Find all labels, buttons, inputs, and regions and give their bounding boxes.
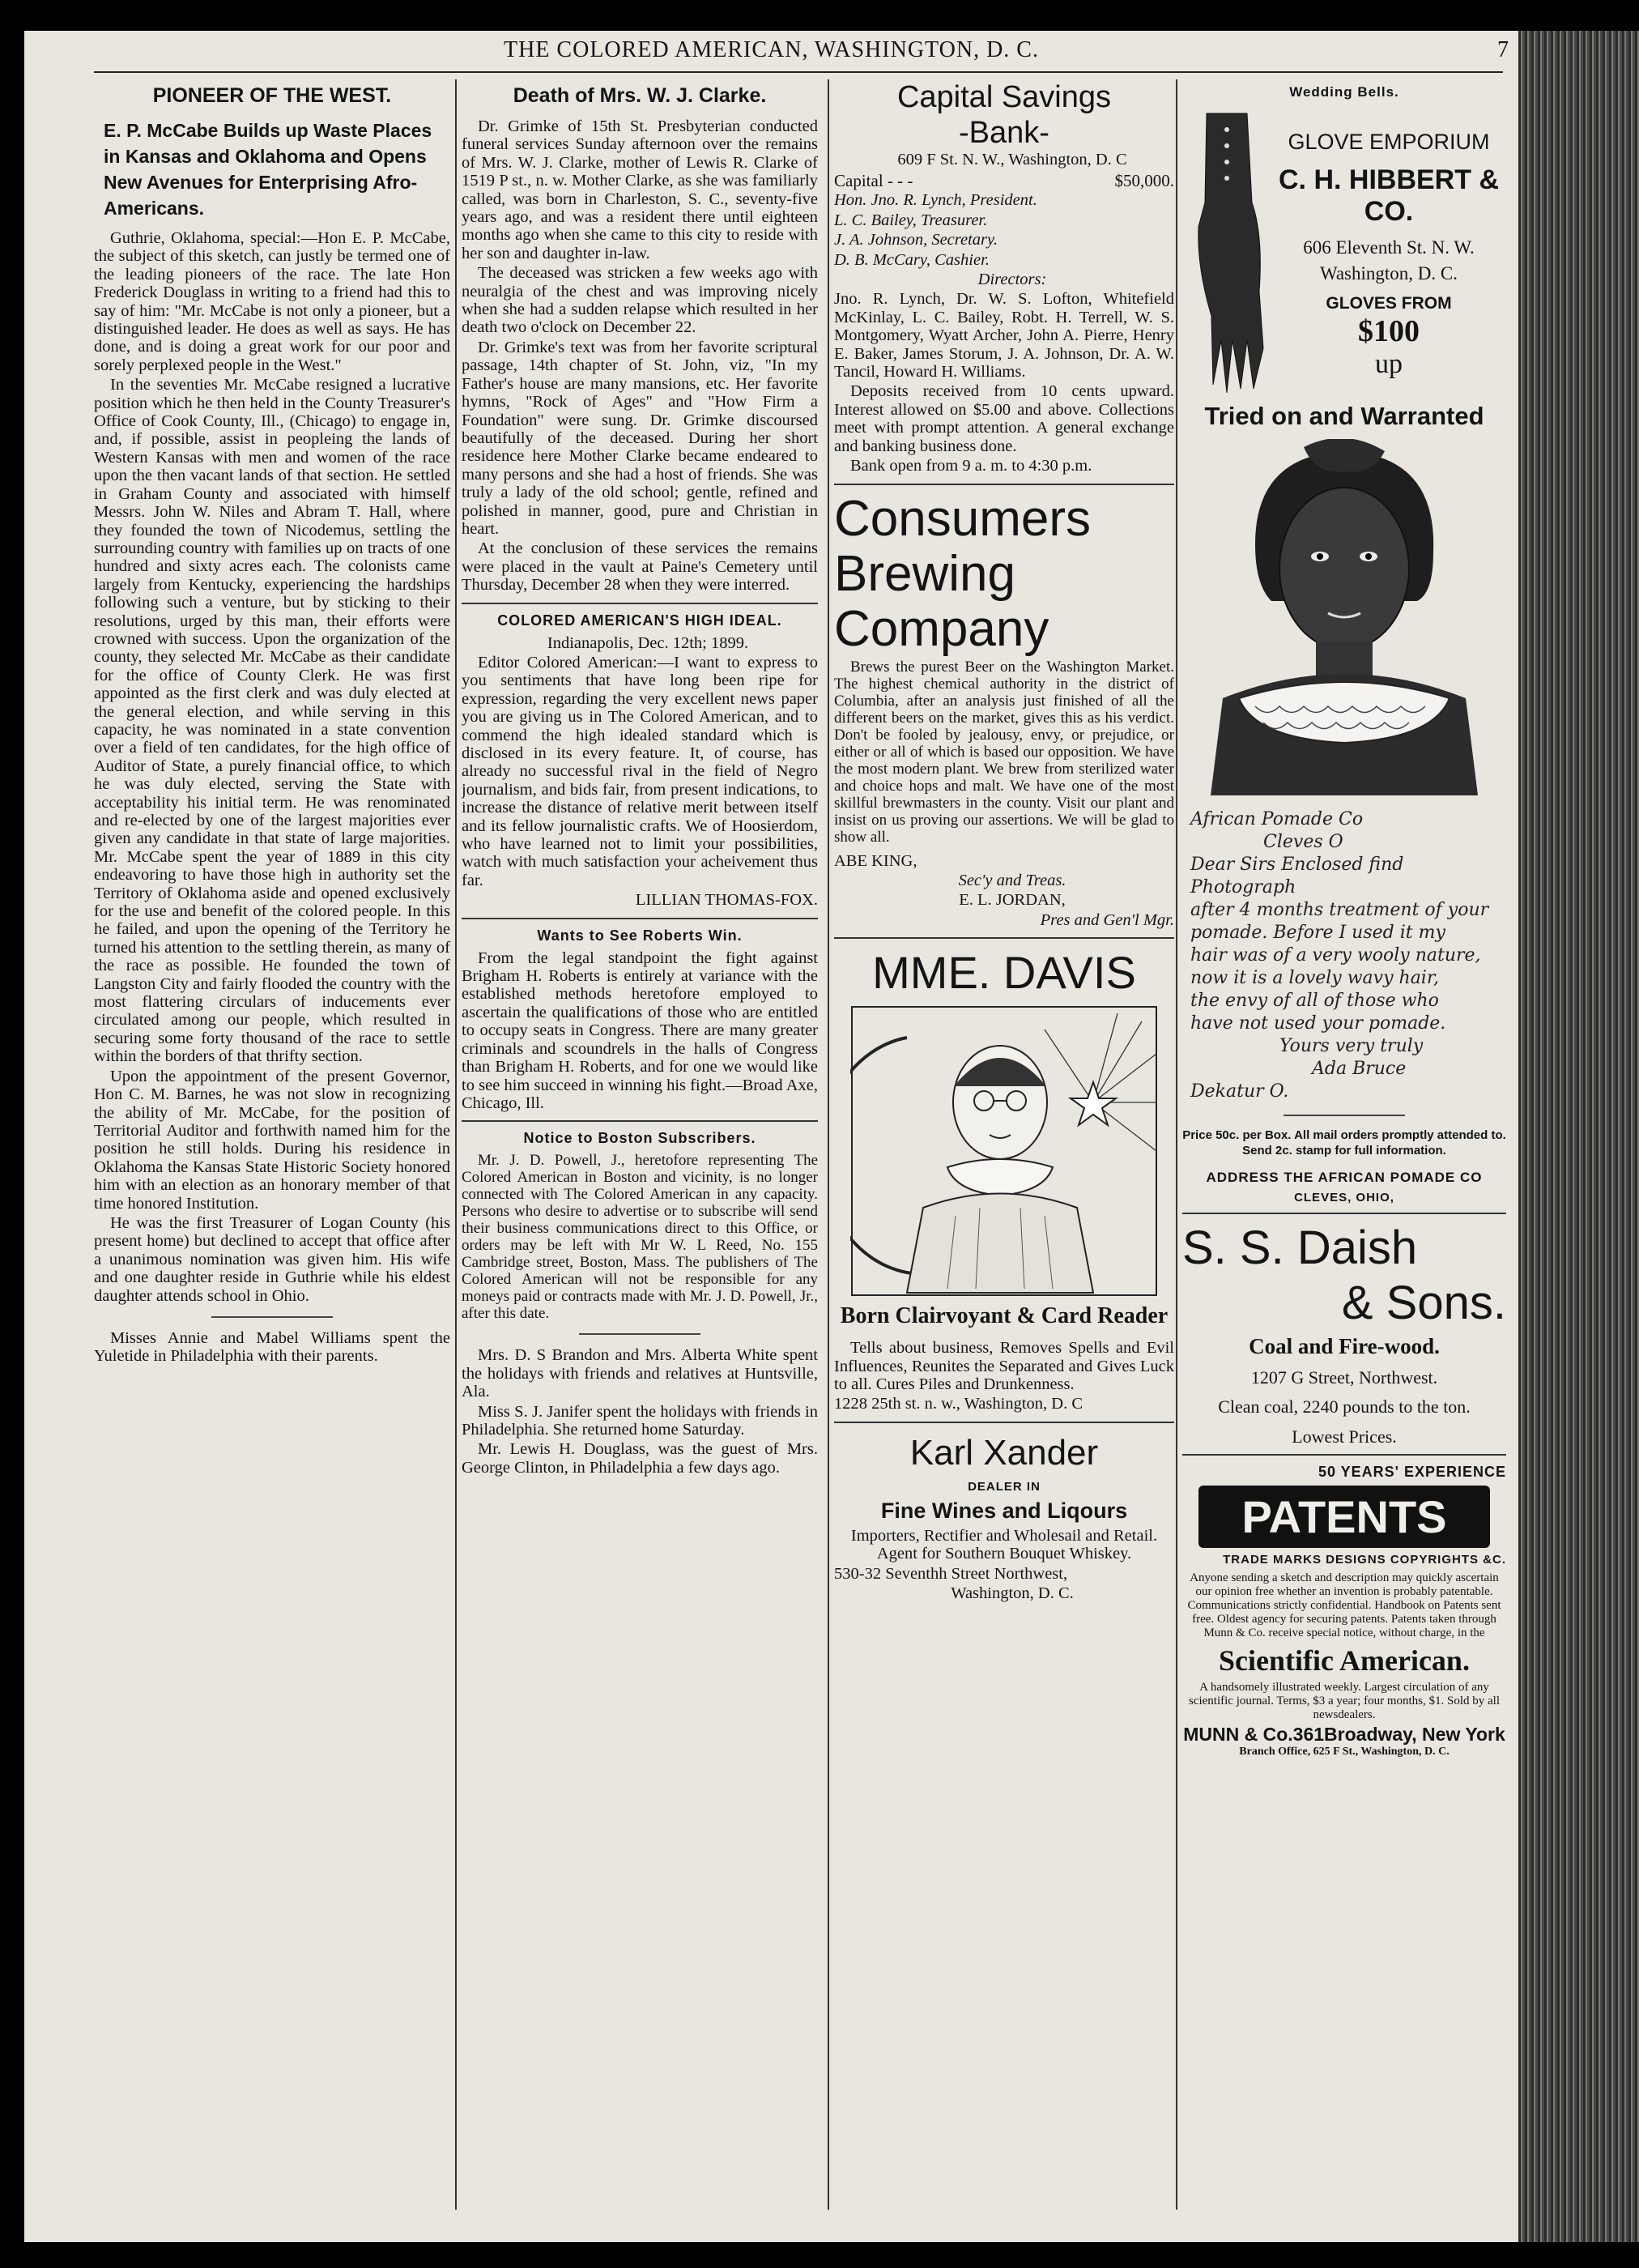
coal-address: 1207 G Street, Northwest. xyxy=(1250,1367,1438,1388)
patents-banner: PATENTS xyxy=(1198,1486,1490,1548)
xander-address: 530-32 Seventhh Street Northwest, xyxy=(834,1564,1068,1583)
column-rule xyxy=(455,79,457,2210)
personal-item: Mrs. D. S Brandon and Mrs. Alberta White spent the holidays with friends and relatives at Huntsville, Ala. xyxy=(462,1346,818,1401)
article-paragraph: The deceased was stricken a few weeks ago with neuralgia of the chest and was improving nicely when she had a sudden relapse which resulted in her death two o'clock on December 22. xyxy=(462,264,818,337)
xander-body: Importers, Rectifier and Wholesail and Retail. Agent for Southern Bouquet Whiskey. xyxy=(850,1526,1158,1563)
separator xyxy=(1182,1454,1506,1456)
wedding-bells: Wedding Bells. xyxy=(1289,84,1399,100)
letter-line: hair was of a very wooly nature, xyxy=(1190,945,1481,966)
article-paragraph: Guthrie, Oklahoma, special:—Hon E. P. McCabe, the subject of this sketch, can justly be termed one of the leading pioneers of the race. The late Hon Frederick Douglass in writing to a friend had this to say of him: "Mr. McCabe is not only a pioneer, but a distinguished leader. He does as well as says. He has done, and is doing a great work for our poor and sorely perplexed people in the West." xyxy=(94,229,450,374)
letter-line: have not used your pomade. xyxy=(1190,1013,1446,1034)
letter-line: after 4 months treatment of your xyxy=(1190,900,1489,920)
davis-name: MME. DAVIS xyxy=(872,947,1136,999)
letter-line: pomade. Before I used it my xyxy=(1190,923,1445,943)
glove-price: $100 xyxy=(1358,314,1420,348)
ideal-headline: COLORED AMERICAN'S HIGH IDEAL. xyxy=(497,612,782,629)
bank-name: Capital Savings xyxy=(896,80,1112,114)
hibbert-city: Washington, D. C. xyxy=(1319,263,1458,284)
daish-sons: & Sons. xyxy=(1341,1277,1506,1329)
letter-line: Dear Sirs Enclosed find Photograph xyxy=(1190,855,1404,897)
personal-item: Miss S. J. Janifer spent the holidays with friends in Philadelphia. She returned home Saturday. xyxy=(462,1402,818,1439)
munn-address: MUNN & Co.361Broadway, New York xyxy=(1183,1724,1505,1746)
ideal-signature: LILLIAN THOMAS-FOX. xyxy=(635,891,818,910)
xander-dealer: DEALER IN xyxy=(968,1479,1041,1494)
pomade-address: ADDRESS THE AFRICAN POMADE CO xyxy=(1206,1170,1483,1185)
separator xyxy=(834,1422,1174,1423)
brewing-body: Brews the purest Beer on the Washington Market. The highest chemical authority in the district of Columbia, after an analysis just finished of all the different beers on the market, gives this as his verdict. Don't be fooled by jealousy, envy, or prejudice, or either or all of which is based our opposition. We have the most modern plant. We brew from sterilized water and choice hops and malt. We have one of the most skillful brewmasters in the county. Visit our plant and insist on us proving our assertions. We will be glad to show all. xyxy=(834,658,1174,846)
mccabe-subhead: E. P. McCabe Builds up Waste Places in Kansas and Oklahoma and Opens New Avenues for Enterprising Afro-Americans. xyxy=(104,120,432,219)
scientific-american: Scientific American. xyxy=(1219,1644,1470,1678)
daish-name: S. S. Daish xyxy=(1182,1221,1418,1274)
article-paragraph: In the seventies Mr. McCabe resigned a lucrative position which he then held in the County Treasurer's Office of Cook County, Ill., (Chicago) to engage in, and, if possible, assist in peopleing the lands of Western Kansas with men and women of the race upon the then vacant lands of that section. He settled in Graham County and associated with himself Messrs. John W. Niles and Abram T. Hall, where they founded the town of Nicodemus, settling the surrounding country with families up on tracts of one hundred and sixty acres each. The colonists came largely from Kentucky, experiencing the hardships following such a venture, but by sticking to their resolutions, urged by this man, their efforts were crowned with success. Upon the organization of the county, they selected Mr. McCabe as their candidate for the office of County Clerk. He was first appointed as the first clerk and was duly elected at the general election, and while serving in this capacity, he was nominated in a state convention over a field of ten candidates, for the high office of Auditor of State, a purely financial office, to which he was duly elected, serving the State with acceptability his initial term. He was renominated and re-elected by one of the largest majorities ever given any candidate in that state of large majorities. Mr. McCabe spent the year of 1889 in this city endeavoring to have those high in authority set the Territory of Oklahoma aside and opened exclusively for the use and benefit of the colored people. In this he failed, and upon the opening of the Territory he turned his attention to the settling therein, as many of the race as possible. He founded the town of Langston City and fairly flooded the country with the most flattering circulars of inducements ever circulated among our people, which resulted in securing some forty thousand of the race to settle within the borders of that thrifty section. xyxy=(94,376,450,1066)
column-rule xyxy=(1176,79,1177,2210)
patents-marks: TRADE MARKS DESIGNS COPYRIGHTS &C. xyxy=(1223,1553,1506,1567)
bank-subtitle: -Bank- xyxy=(959,116,1049,150)
coal-heading: Coal and Fire-wood. xyxy=(1249,1334,1440,1358)
brewing-name: Company xyxy=(834,600,1049,657)
letter-line: Yours very truly xyxy=(1279,1036,1424,1056)
column-1 xyxy=(94,79,450,1367)
article-paragraph: Dr. Grimke of 15th St. Presbyterian conducted funeral services Sunday afternoon over the remains of Mrs. W. J. Clarke, mother of Lewis R. Clarke of 1519 P st., n. w. Mother Clarke, as she was familiarly called, was born in Charleston, S. C., seventy-five years ago, and was a resident there until eighteen months ago when she came to this city to reside with her son and daughter in-law. xyxy=(462,117,818,262)
article-paragraph: He was the first Treasurer of Logan County (his present home) but declined to accept that office after a unanimous nomination was given him. His wife and one daughter reside in Guthrie while his eldest daughter attends school in Ohio. xyxy=(94,1213,450,1305)
davis-address: 1228 25th st. n. w., Washington, D. C xyxy=(834,1395,1083,1413)
munn-branch: Branch Office, 625 F St., Washington, D. C. xyxy=(1239,1746,1450,1759)
newspaper-page xyxy=(24,31,1518,2242)
separator xyxy=(211,1316,333,1318)
separator xyxy=(462,1120,818,1122)
column-rule xyxy=(828,79,829,2210)
column-3 xyxy=(834,79,1174,1604)
letter-line: Cleves O xyxy=(1263,832,1343,852)
bank-capital xyxy=(834,170,1174,191)
brewing-title: Sec'y and Treas. xyxy=(958,871,1066,889)
letter-signature: Ada Bruce xyxy=(1312,1059,1407,1079)
clairvoyant-portrait-illustration xyxy=(850,1005,1158,1297)
hibbert-address: 606 Eleventh St. N. W. xyxy=(1303,237,1475,258)
column-2 xyxy=(462,79,818,1478)
personal-item: Misses Annie and Mabel Williams spent the Yuletide in Philadelphia with their parents. xyxy=(94,1328,450,1366)
glove-icon xyxy=(1182,105,1271,397)
brewing-signature: ABE KING, xyxy=(834,851,917,870)
woman-portrait-illustration xyxy=(1207,439,1482,795)
column-4 xyxy=(1182,79,1506,1759)
separator xyxy=(462,603,818,604)
article-paragraph: At the conclusion of these services the remains were placed in the vault at Paine's Cemetery until Thursday, December 28 when they were interred. xyxy=(462,539,818,595)
masthead-running-title: THE COLORED AMERICAN, WASHINGTON, D. C. xyxy=(504,37,1039,62)
testimonial-letter xyxy=(1190,808,1506,1103)
article-paragraph: Upon the appointment of the present Governor, Hon C. M. Barnes, he was not slow in recognizing the ability of Mr. McCabe, for the position of Territorial Auditor and forthwith named him for the position he still holds. During his residence in Oklahoma the Kansas State Historic Society honored him with an election as an honorary member of that time honored Institution. xyxy=(94,1067,450,1213)
xander-goods: Fine Wines and Liqours xyxy=(880,1498,1128,1523)
letter-line: now it is a lovely wavy hair, xyxy=(1190,968,1439,988)
glove-emporium: GLOVE EMPORIUM xyxy=(1288,130,1490,154)
roberts-headline: Wants to See Roberts Win. xyxy=(537,927,743,944)
bank-hours: Bank open from 9 a. m. to 4:30 p.m. xyxy=(850,457,1092,475)
clarke-headline: Death of Mrs. W. J. Clarke. xyxy=(513,84,767,107)
page-number: 7 xyxy=(1497,37,1509,62)
brewing-signature: E. L. JORDAN, xyxy=(959,891,1066,910)
letter-line: Dekatur O. xyxy=(1190,1081,1289,1102)
glove-text xyxy=(1271,105,1506,397)
pomade-price: Price 50c. per Box. All mail orders promptly attended to. Send 2c. stamp for full information. xyxy=(1182,1128,1506,1157)
bank-deposits: Deposits received from 10 cents upward. Interest allowed on $5.00 and above. Collections meet with prompt attention. A general exchange and banking business done. xyxy=(834,382,1174,455)
letter-line: African Pomade Co xyxy=(1190,809,1364,829)
directors-label: Directors: xyxy=(977,271,1047,289)
coal-clean: Clean coal, 2240 pounds to the ton. xyxy=(1218,1396,1471,1418)
separator xyxy=(1284,1115,1405,1116)
capital-label: Capital - - - xyxy=(834,171,913,191)
boston-headline: Notice to Boston Subscribers. xyxy=(523,1130,756,1147)
brewing-name: Brewing xyxy=(834,545,1015,602)
bank-address: 609 F St. N. W., Washington, D. C xyxy=(897,151,1127,168)
patents-body: Anyone sending a sketch and description may quickly ascertain our opinion free whether an invention is probably patentable. Communications strictly confidential. Handbook on Patents sent free. Oldest agency for securing patents. Patents taken through Munn & Co. receive special notice, without charge, in the xyxy=(1187,1571,1501,1640)
header-rule xyxy=(94,71,1503,73)
pomade-city: CLEVES, OHIO, xyxy=(1294,1191,1394,1204)
bank-officer: J. A. Johnson, Secretary. xyxy=(834,231,998,249)
brewing-title: Pres and Gen'l Mgr. xyxy=(1040,910,1174,929)
mccabe-headline: PIONEER OF THE WEST. xyxy=(152,84,392,107)
letter-line: the envy of all of those who xyxy=(1190,991,1439,1011)
ideal-dateline: Indianapolis, Dec. 12th; 1899. xyxy=(547,633,749,652)
scientific-american-body: A handsomely illustrated weekly. Largest circulation of any scientific journal. Terms, $3 a year; four months, $1. Sold by all newsdealers. xyxy=(1188,1681,1501,1722)
patents-experience: 50 YEARS' EXPERIENCE xyxy=(1318,1464,1506,1481)
roberts-body: From the legal standpoint the fight against Brigham H. Roberts is entirely at variance with the established methods heretofore employed to ascertain the qualifications of those who are entitled to occupy seats in Congress. There are many greater criminals and scoundrels in the halls of Congress than Brigham H. Roberts, and for one we would like to see him succeed in winning his fight.—Broad Axe, Chicago, Ill. xyxy=(462,949,818,1112)
brewing-name: Consumers xyxy=(834,490,1091,547)
coal-prices: Lowest Prices. xyxy=(1292,1426,1397,1447)
article-paragraph: Dr. Grimke's text was from her favorite scriptural passage, 14th chapter of St. John, viz, "In my Father's house are many mansions, etc. Her favorite hymns, "Rock of Ages" and "How Firm a Foundation" were sung. Dr. Grimke discoursed beautifully of the deceased. During her short residence here Mother Clarke became endeared to many persons and she had a host of friends. She was truly a lady of the old school; gentle, refined and polished in manner, good, pure and Christian in heart. xyxy=(462,338,818,538)
bank-officer: Hon. Jno. R. Lynch, President. xyxy=(834,191,1037,210)
bank-directors: Jno. R. Lynch, Dr. W. S. Lofton, Whitefield McKinlay, L. C. Bailey, Robt. H. Terrell, W. S. Montgomery, Wyatt Archer, John A. Pierre, Henry E. Baker, James Storum, J. A. Johnson, Dr. A. W. Tancil, Howard H. Williams. xyxy=(834,290,1174,382)
xander-name: Karl Xander xyxy=(909,1432,1099,1473)
davis-tagline: Born Clairvoyant & Card Reader xyxy=(840,1303,1169,1329)
ideal-body: Editor Colored American:—I want to express to you sentiments that have long been ripe for expression, regarding the very excellent news paper you are giving us in The Colored American, and to commend the high idealed standard which is disclosed in its every feature. It, of course, has already no successful rival in the field of Negro journalism, and bids fair, from present indications, to increase the distance of relative merit between itself and its fellow journalistic crafts. We of Hoosierdom, who have learned not to limit your possibilities, watch with much satisfaction your acheivement thus far. xyxy=(462,653,818,889)
bank-officer: D. B. McCary, Cashier. xyxy=(834,250,990,269)
glove-price-up: up xyxy=(1375,349,1403,379)
book-page-edges xyxy=(1518,31,1639,2242)
separator xyxy=(834,484,1174,485)
hibbert-name: C. H. HIBBERT & CO. xyxy=(1279,164,1499,227)
separator xyxy=(462,918,818,919)
separator xyxy=(834,937,1174,939)
capital-value: $50,000. xyxy=(1114,171,1174,191)
xander-city: Washington, D. C. xyxy=(951,1584,1074,1602)
separator xyxy=(579,1333,700,1335)
tried-warranted: Tried on and Warranted xyxy=(1204,402,1484,430)
glove-ad xyxy=(1182,105,1506,397)
gloves-from: GLOVES FROM xyxy=(1326,294,1452,313)
boston-body: Mr. J. D. Powell, J., heretofore representing The Colored American in Boston and vicinity, is no longer connected with The Colored American in any capacity. Persons who desire to advertise or to subscribe will send their business communications direct to this Office, or orders may be left with Mr W. L Reed, No. 155 Cambridge street, Boston, Mass. The publishers of The Colored American will not be responsible for any moneys paid or contracts made with Mr. J. D. Powell, Jr., after this date. xyxy=(462,1152,818,1323)
bank-officer: L. C. Bailey, Treasurer. xyxy=(834,211,988,229)
personal-item: Mr. Lewis H. Douglass, was the guest of Mrs. George Clinton, in Philadelphia a few days ago. xyxy=(462,1440,818,1477)
davis-body: Tells about business, Removes Spells and Evil Influences, Reunites the Separated and Gives Luck to all. Cures Piles and Drunkenness. xyxy=(834,1339,1174,1393)
separator xyxy=(1182,1213,1506,1214)
